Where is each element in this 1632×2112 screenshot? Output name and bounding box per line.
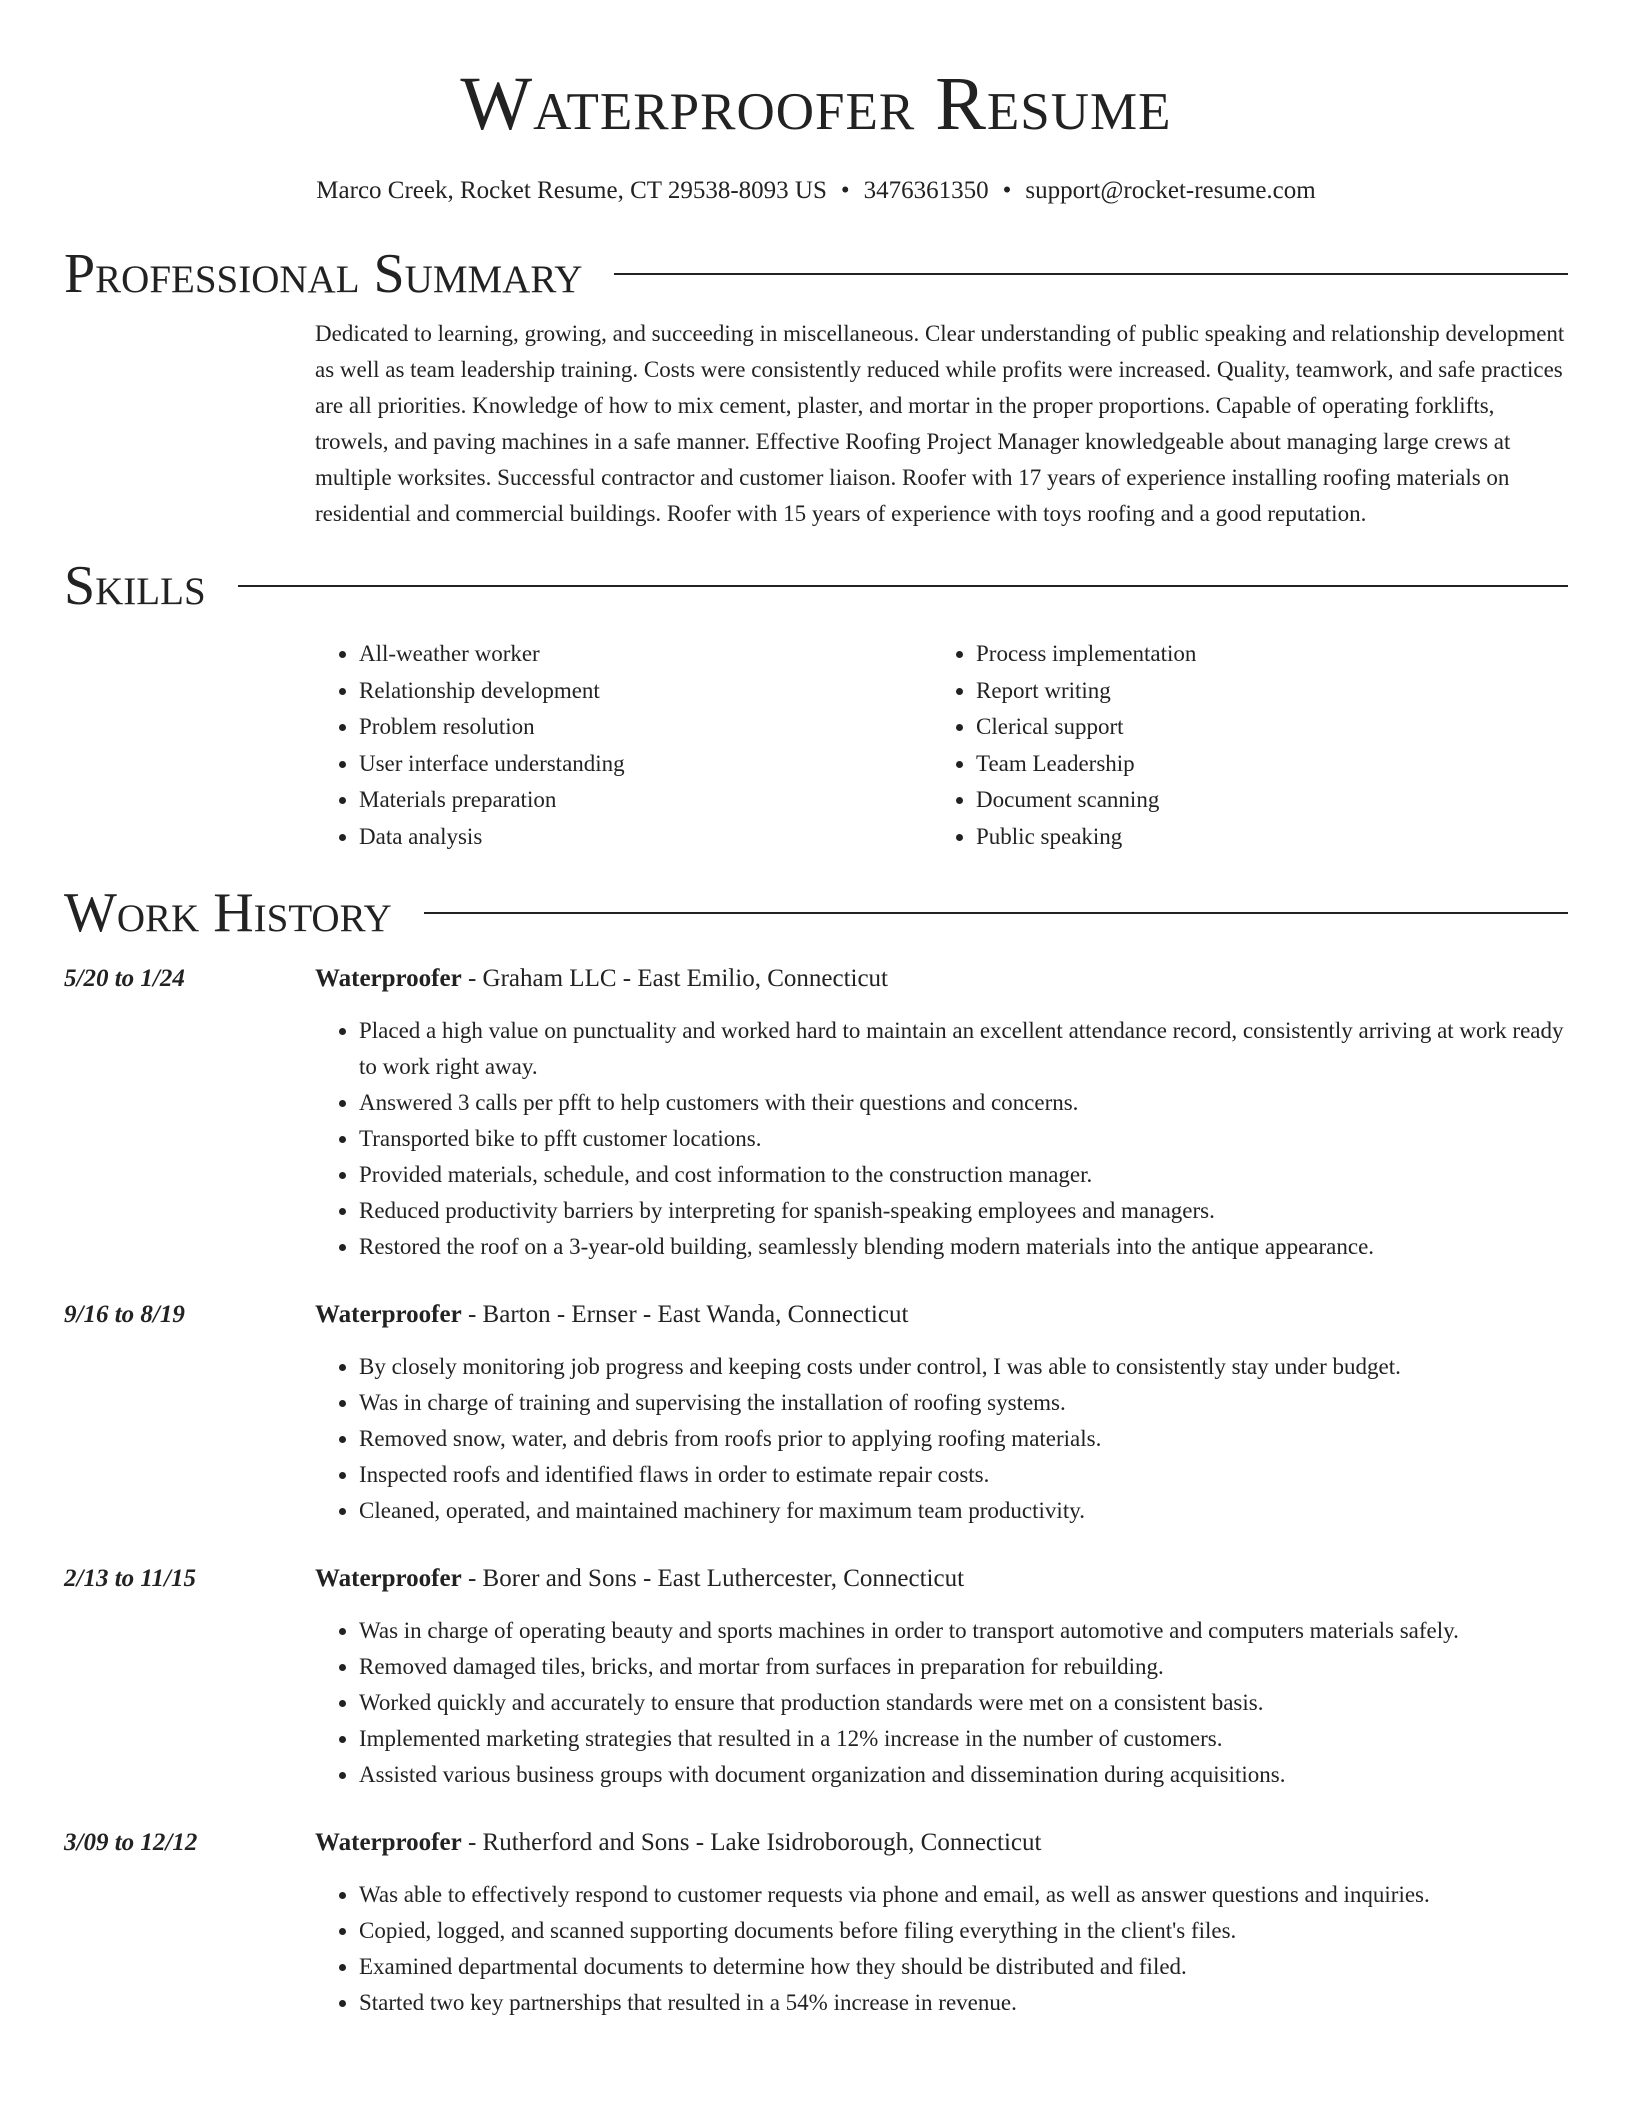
summary-section-header [64, 242, 1568, 306]
skill-item: • Data analysis [359, 819, 932, 856]
job-body [315, 959, 1568, 1265]
job-role: Waterproofer [315, 1829, 462, 1856]
job-heading [315, 1823, 1568, 1863]
job-bullets [315, 1613, 1568, 1793]
job-role: Waterproofer [315, 965, 462, 992]
skills-column-left [315, 636, 932, 855]
skill-item: • Problem resolution [359, 709, 932, 746]
job-body [315, 1295, 1568, 1529]
job-bullet: • Worked quickly and accurately to ensure that production standards were met on a consistent basis. [359, 1685, 1568, 1721]
job-bullet: • Reduced productivity barriers by interpreting for spanish-speaking employees and managers. [359, 1193, 1568, 1229]
job-dates: 2/13 to 11/15 [64, 1565, 196, 1592]
job-heading [315, 1295, 1568, 1335]
work-section-header [64, 881, 1568, 945]
summary-heading: Professional Summary [64, 243, 583, 305]
job-employer: - Rutherford and Sons - Lake Isidroborough, Connecticut [461, 1829, 1042, 1856]
job-bullets [315, 1349, 1568, 1529]
skills-list [315, 636, 1568, 855]
job-role: Waterproofer [315, 1301, 462, 1328]
skills-heading: Skills [64, 555, 206, 617]
contact-separator: • [1002, 177, 1012, 204]
contact-address: Marco Creek, Rocket Resume, CT 29538-8093 US [316, 177, 827, 204]
job-entry [64, 959, 1568, 1265]
job-bullet: • Answered 3 calls per pfft to help customers with their questions and concerns. [359, 1085, 1568, 1121]
job-heading [315, 1559, 1568, 1599]
job-bullet: • Cleaned, operated, and maintained machinery for maximum team productivity. [359, 1493, 1568, 1529]
job-bullet: • Examined departmental documents to determine how they should be distributed and filed. [359, 1949, 1568, 1985]
skill-item: • Report writing [976, 673, 1549, 710]
job-dates: 5/20 to 1/24 [64, 965, 185, 992]
job-bullet: • Inspected roofs and identified flaws in order to estimate repair costs. [359, 1457, 1568, 1493]
contact-line [64, 174, 1568, 208]
job-bullet: • Was in charge of training and supervising the installation of roofing systems. [359, 1385, 1568, 1421]
section-divider [238, 585, 1568, 587]
job-bullet: • Started two key partnerships that resulted in a 54% increase in revenue. [359, 1985, 1568, 2021]
job-bullet: • Removed snow, water, and debris from roofs prior to applying roofing materials. [359, 1421, 1568, 1457]
job-entry [64, 1559, 1568, 1793]
section-divider [424, 912, 1568, 914]
job-bullet: • Assisted various business groups with document organization and dissemination during acquisitions. [359, 1757, 1568, 1793]
job-bullet: • Provided materials, schedule, and cost information to the construction manager. [359, 1157, 1568, 1193]
job-employer: - Barton - Ernser - East Wanda, Connecticut [461, 1301, 909, 1328]
skills-section-header [64, 554, 1568, 618]
job-employer: - Graham LLC - East Emilio, Connecticut [461, 965, 889, 992]
job-bullet: • By closely monitoring job progress and keeping costs under control, I was able to consistently stay under budget. [359, 1349, 1568, 1385]
job-heading [315, 959, 1568, 999]
skill-item: • All-weather worker [359, 636, 932, 673]
job-bullet: • Removed damaged tiles, bricks, and mortar from surfaces in preparation for rebuilding. [359, 1649, 1568, 1685]
job-bullet: • Transported bike to pfft customer locations. [359, 1121, 1568, 1157]
skill-item: • Materials preparation [359, 782, 932, 819]
job-employer: - Borer and Sons - East Luthercester, Connecticut [461, 1565, 965, 1592]
skills-column-right [932, 636, 1549, 855]
job-dates: 3/09 to 12/12 [64, 1829, 198, 1856]
skill-item: • Relationship development [359, 673, 932, 710]
job-bullet: • Was able to effectively respond to customer requests via phone and email, as well as answer questions and inquiries. [359, 1877, 1568, 1913]
skill-item: • Clerical support [976, 709, 1549, 746]
summary-text: Dedicated to learning, growing, and succeeding in miscellaneous. Clear understanding of public speaking and relationship development as well as team leadership training. Costs were consistently reduced while profits were increased. Quality, teamwork, and safe practices are all priorities. Knowledge of how to mix cement, plaster, and mortar in the proper proportions. Capable of operating forklifts, trowels, and paving machines in a safe manner. Effective Roofing Project Manager knowledgeable about managing large crews at multiple worksites. Successful contractor and customer liaison. Roofer with 17 years of experience installing roofing materials on residential and commercial buildings. Roofer with 15 years of experience with toys roofing and a good reputation. [315, 321, 1565, 526]
job-bullet: • Copied, logged, and scanned supporting documents before filing everything in the client's files. [359, 1913, 1568, 1949]
job-body [315, 1559, 1568, 1793]
skill-item: • User interface understanding [359, 746, 932, 783]
job-bullets [315, 1013, 1568, 1265]
work-heading: Work History [64, 882, 392, 944]
contact-phone: 3476361350 [863, 177, 989, 204]
job-bullet: • Placed a high value on punctuality and worked hard to maintain an excellent attendance record, consistently arriving at work ready to work right away. [359, 1013, 1568, 1085]
job-bullets [315, 1877, 1568, 2021]
section-divider [614, 273, 1568, 275]
resume-title: Waterproofer Resume [460, 62, 1172, 146]
job-body [315, 1823, 1568, 2021]
job-entry [64, 1295, 1568, 1529]
job-bullet: • Implemented marketing strategies that resulted in a 12% increase in the number of customers. [359, 1721, 1568, 1757]
skill-item: • Public speaking [976, 819, 1549, 856]
job-entry [64, 1823, 1568, 2021]
contact-separator: • [840, 177, 850, 204]
job-bullet: • Was in charge of operating beauty and sports machines in order to transport automotive and computers materials safely. [359, 1613, 1568, 1649]
skill-item: • Document scanning [976, 782, 1549, 819]
contact-email: support@rocket-resume.com [1025, 177, 1316, 204]
job-bullet: • Restored the roof on a 3-year-old building, seamlessly blending modern materials into the antique appearance. [359, 1229, 1568, 1265]
job-role: Waterproofer [315, 1565, 462, 1592]
skill-item: • Team Leadership [976, 746, 1549, 783]
job-dates: 9/16 to 8/19 [64, 1301, 185, 1328]
skill-item: • Process implementation [976, 636, 1549, 673]
